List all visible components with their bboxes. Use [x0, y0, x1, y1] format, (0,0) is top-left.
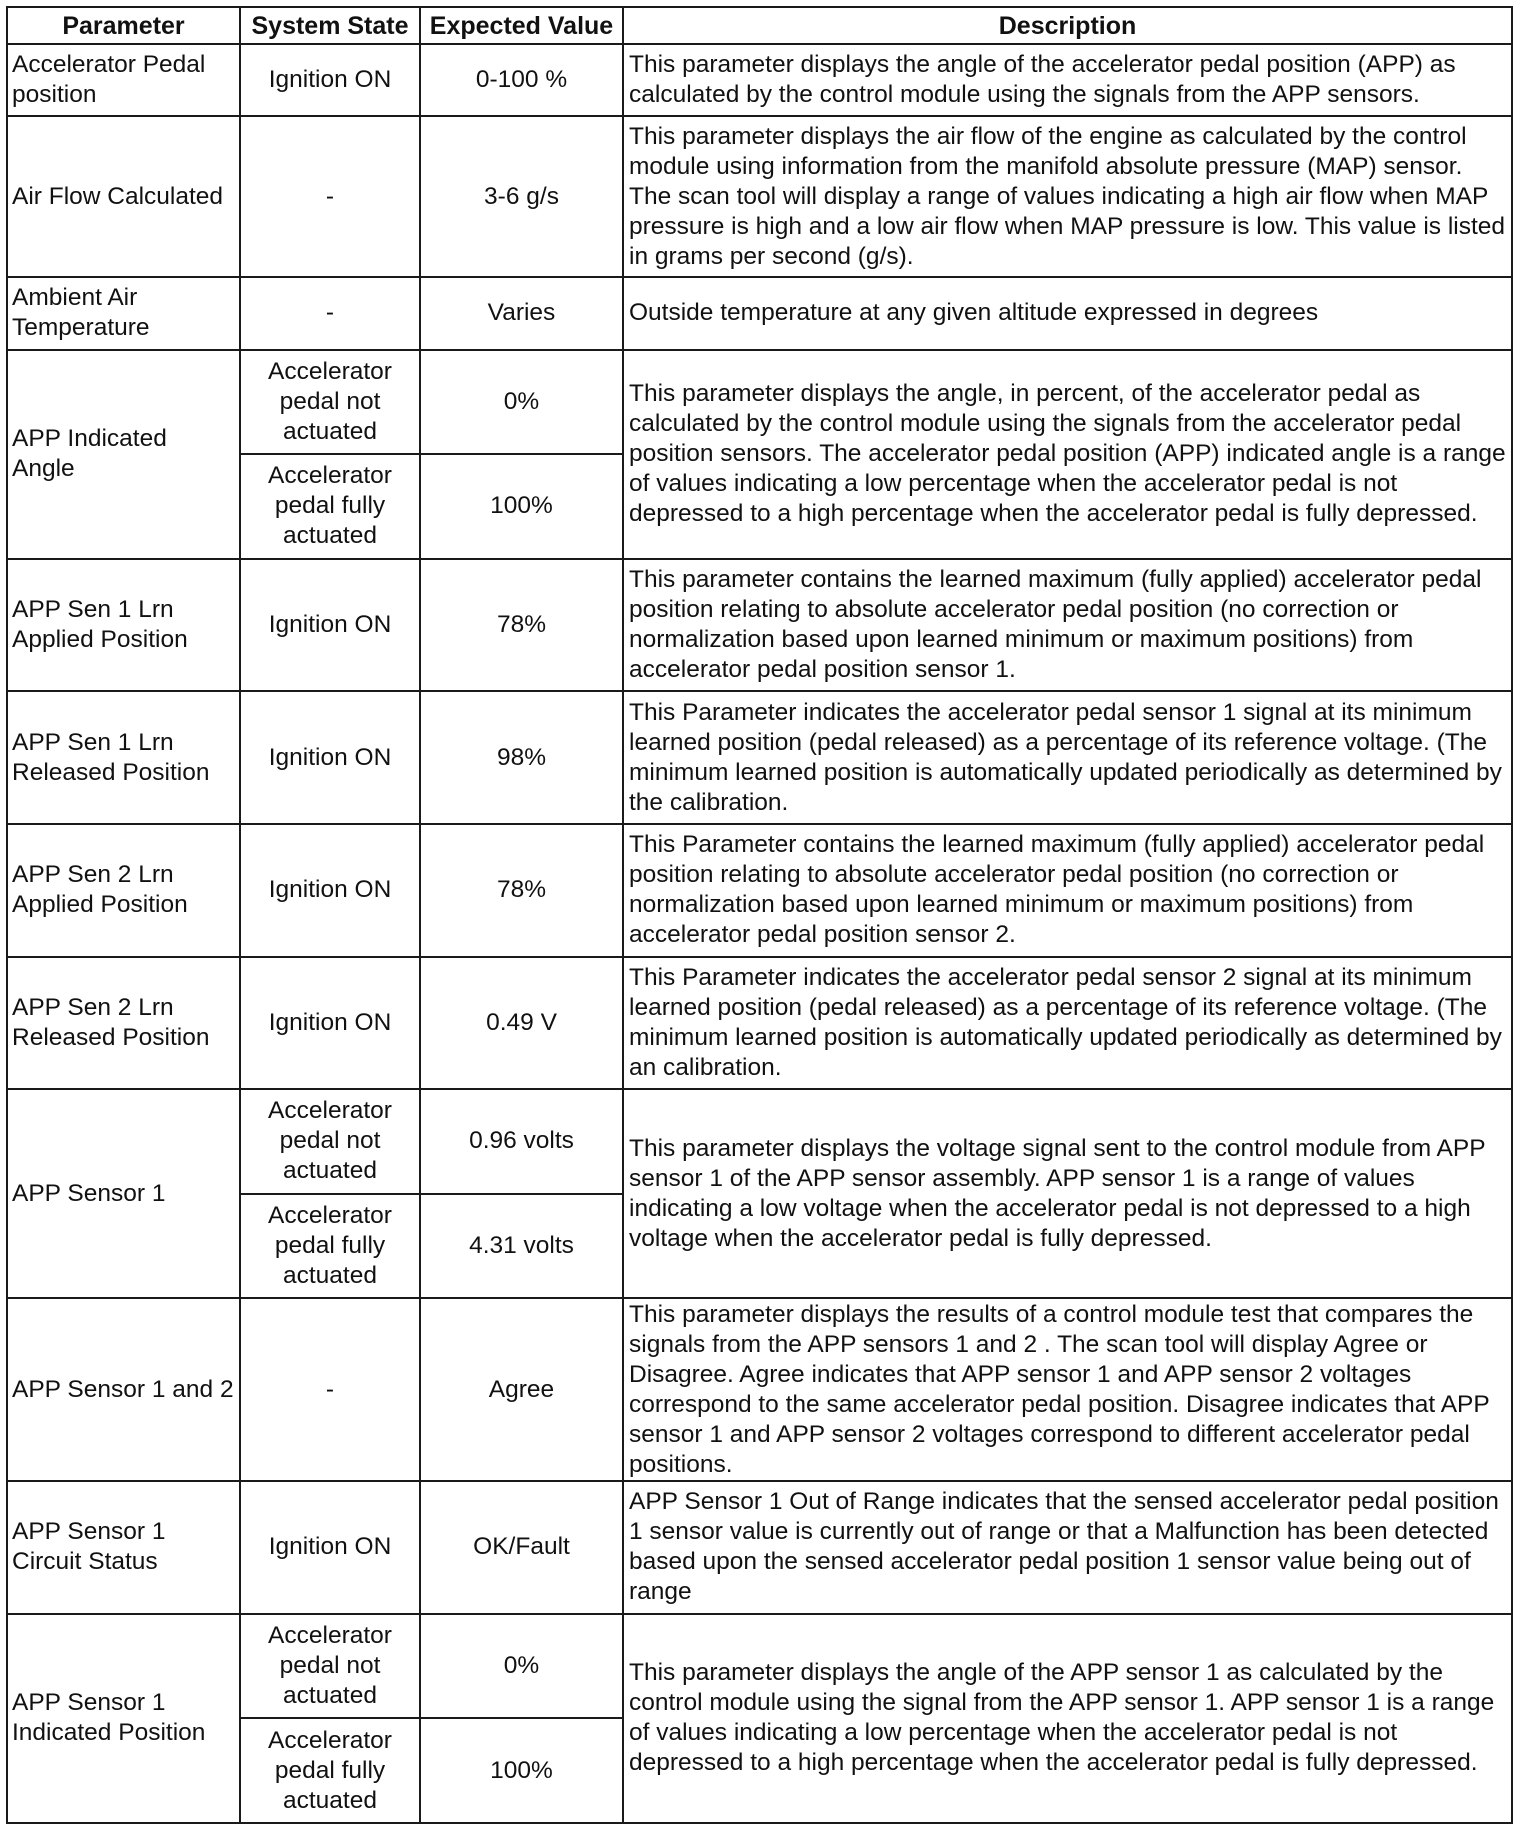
table-row [7, 1089, 1512, 1194]
table-row [7, 1298, 1512, 1481]
table-row [7, 350, 1512, 455]
expected-value-cell: 0% [420, 350, 623, 455]
table-row [7, 824, 1512, 957]
system-state-cell: Ignition ON [240, 691, 420, 824]
system-state-cell: Ignition ON [240, 957, 420, 1090]
table-row [7, 559, 1512, 692]
parameter-cell: APP Sensor 1 [7, 1089, 240, 1298]
expected-value-cell: 0.49 V [420, 957, 623, 1090]
system-state-cell: Ignition ON [240, 44, 420, 116]
parameter-cell: Air Flow Calculated [7, 116, 240, 277]
description-cell: Outside temperature at any given altitude expressed in degrees [623, 277, 1512, 349]
description-cell: This parameter displays the results of a control module test that compares the signals from the APP sensors 1 and 2 . The scan tool will display Agree or Disagree. Agree indicates that APP sensor 1 and APP sensor 2 voltages correspond to the same accelerator pedal position. Disagree indicates that APP sensor 1 and APP sensor 2 voltages correspond to different accelerator pedal positions. [623, 1298, 1512, 1481]
expected-value-cell: OK/Fault [420, 1481, 623, 1614]
table-row [7, 1614, 1512, 1719]
parameter-cell: APP Sen 1 Lrn Released Position [7, 691, 240, 824]
parameter-table [6, 6, 1513, 1824]
expected-value-cell: 98% [420, 691, 623, 824]
table-row [7, 1481, 1512, 1614]
header-row [7, 7, 1512, 44]
parameter-cell: APP Sen 2 Lrn Released Position [7, 957, 240, 1090]
expected-value-cell: 78% [420, 559, 623, 692]
parameter-cell: APP Sensor 1 Indicated Position [7, 1614, 240, 1823]
system-state-cell: Accelerator pedal fully actuated [240, 1718, 420, 1823]
description-cell: This parameter displays the angle, in percent, of the accelerator pedal as calculated by the control module using the signals from the accelerator pedal position sensors. The accelerator pedal position (APP) indicated angle is a range of values indicating a low percentage when the accelerator pedal is not depressed to a high percentage when the accelerator pedal is fully depressed. [623, 350, 1512, 559]
system-state-cell: Accelerator pedal fully actuated [240, 1194, 420, 1299]
expected-value-cell: 100% [420, 1718, 623, 1823]
expected-value-cell: 0% [420, 1614, 623, 1719]
expected-value-cell: Agree [420, 1298, 623, 1481]
description-cell: This Parameter indicates the accelerator pedal sensor 2 signal at its minimum learned position (pedal released) as a percentage of its reference voltage. (The minimum learned position is automatically updated periodically as determined by an calibration. [623, 957, 1512, 1090]
expected-value-cell: 4.31 volts [420, 1194, 623, 1299]
table-row [7, 44, 1512, 116]
description-cell: This parameter displays the air flow of the engine as calculated by the control module using information from the manifold absolute pressure (MAP) sensor. The scan tool will display a range of values indicating a high air flow when MAP pressure is high and a low air flow when MAP pressure is low. This value is listed in grams per second (g/s). [623, 116, 1512, 277]
parameter-cell: APP Sen 1 Lrn Applied Position [7, 559, 240, 692]
table-body [7, 44, 1512, 1823]
parameter-cell: APP Sen 2 Lrn Applied Position [7, 824, 240, 957]
system-state-cell: Accelerator pedal not actuated [240, 1614, 420, 1719]
system-state-cell: Accelerator pedal fully actuated [240, 454, 420, 559]
header-description: Description [623, 7, 1512, 44]
description-cell: This parameter displays the angle of the accelerator pedal position (APP) as calculated by the control module using the signals from the APP sensors. [623, 44, 1512, 116]
table-row [7, 691, 1512, 824]
system-state-cell: Accelerator pedal not actuated [240, 1089, 420, 1194]
table-row [7, 957, 1512, 1090]
table-row [7, 116, 1512, 277]
parameter-cell: Accelerator Pedal position [7, 44, 240, 116]
expected-value-cell: 3-6 g/s [420, 116, 623, 277]
expected-value-cell: Varies [420, 277, 623, 349]
parameter-cell: Ambient Air Temperature [7, 277, 240, 349]
description-cell: This parameter contains the learned maximum (fully applied) accelerator pedal position relating to absolute accelerator pedal position (no correction or normalization based upon learned minimum or maximum positions) from accelerator pedal position sensor 1. [623, 559, 1512, 692]
system-state-cell: Ignition ON [240, 1481, 420, 1614]
system-state-cell: - [240, 277, 420, 349]
parameter-cell: APP Indicated Angle [7, 350, 240, 559]
description-cell: APP Sensor 1 Out of Range indicates that the sensed accelerator pedal position 1 sensor value is currently out of range or that a Malfunction has been detected based upon the sensed accelerator pedal position 1 sensor value being out of range [623, 1481, 1512, 1614]
system-state-cell: Accelerator pedal not actuated [240, 350, 420, 455]
description-cell: This Parameter indicates the accelerator pedal sensor 1 signal at its minimum learned position (pedal released) as a percentage of its reference voltage. (The minimum learned position is automatically updated periodically as determined by the calibration. [623, 691, 1512, 824]
expected-value-cell: 100% [420, 454, 623, 559]
system-state-cell: Ignition ON [240, 559, 420, 692]
system-state-cell: - [240, 116, 420, 277]
table-row [7, 277, 1512, 349]
parameter-cell: APP Sensor 1 Circuit Status [7, 1481, 240, 1614]
expected-value-cell: 0-100 % [420, 44, 623, 116]
system-state-cell: - [240, 1298, 420, 1481]
expected-value-cell: 78% [420, 824, 623, 957]
header-parameter: Parameter [7, 7, 240, 44]
header-expected-value: Expected Value [420, 7, 623, 44]
description-cell: This parameter displays the voltage signal sent to the control module from APP sensor 1 of the APP sensor assembly. APP sensor 1 is a range of values indicating a low voltage when the accelerator pedal is not depressed to a high voltage when the accelerator pedal is fully depressed. [623, 1089, 1512, 1298]
description-cell: This Parameter contains the learned maximum (fully applied) accelerator pedal position relating to absolute accelerator pedal position (no correction or normalization based upon learned minimum or maximum positions) from accelerator pedal position sensor 2. [623, 824, 1512, 957]
description-cell: This parameter displays the angle of the APP sensor 1 as calculated by the control module using the signal from the APP sensor 1. APP sensor 1 is a range of values indicating a low percentage when the accelerator pedal is not depressed to a high percentage when the accelerator pedal is fully depressed. [623, 1614, 1512, 1823]
header-system-state: System State [240, 7, 420, 44]
expected-value-cell: 0.96 volts [420, 1089, 623, 1194]
system-state-cell: Ignition ON [240, 824, 420, 957]
parameter-cell: APP Sensor 1 and 2 [7, 1298, 240, 1481]
